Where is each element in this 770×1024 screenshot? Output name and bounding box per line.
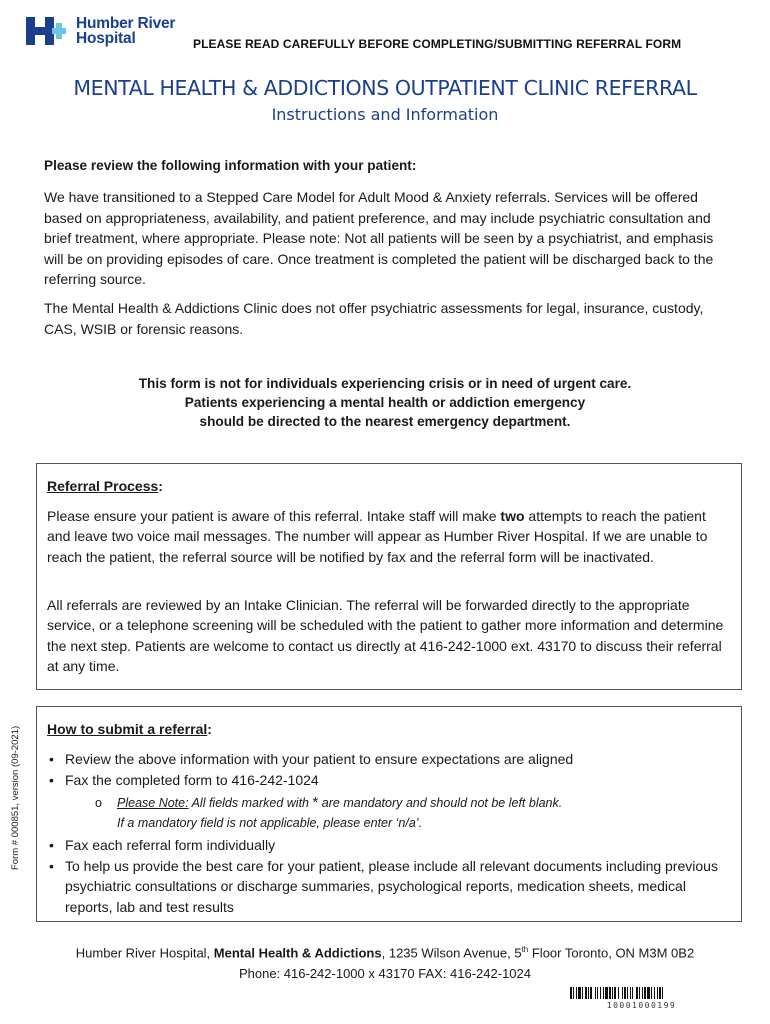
logo-line1: Humber River (76, 15, 176, 32)
note-text-2: are mandatory and should not be left blank. (318, 796, 563, 810)
barcode-bar (588, 987, 589, 999)
barcode-bar (662, 987, 663, 999)
barcode-number: 10001000199 (606, 1001, 677, 1010)
bullet-fax-form: • Fax the completed form to 416-242-1024 (47, 770, 737, 791)
barcode-bar (627, 987, 628, 999)
crisis-warning (0, 374, 770, 431)
referral-process-box (36, 463, 742, 690)
barcode-bar (582, 987, 583, 999)
referral-process-title: Referral Process (47, 478, 159, 494)
barcode-bar (605, 987, 608, 999)
p1-bold-two: two (500, 508, 525, 524)
how-to-submit-title: How to submit a referral (47, 721, 208, 737)
barcode-bar (622, 987, 623, 999)
barcode-bar (614, 987, 616, 999)
barcode-bar (595, 987, 596, 999)
form-version-label: Form # 000851, version (09-2021) (10, 725, 21, 870)
bullet-review-info: • Review the above information with your patient to ensure expectations are aligned (47, 749, 737, 770)
intro-paragraph-exclusions: The Mental Health & Addictions Clinic does not offer psychiatric assessments for legal, insurance, custody, CAS, WSIB or forensic reasons. (44, 300, 704, 337)
footer-org: Humber River Hospital, (75, 945, 214, 961)
note-text-1: All fields marked with (188, 796, 313, 810)
footer-dept: Mental Health & Addictions (213, 945, 382, 961)
barcode-bar (632, 987, 633, 999)
sub-bullet-marker: o (95, 796, 102, 810)
hospital-h-logo-icon (26, 15, 70, 47)
note-label: Please Note: (117, 796, 189, 810)
referral-process-heading (47, 478, 163, 494)
barcode-bar (624, 987, 626, 999)
barcode-bar (609, 987, 611, 999)
warning-line2: Patients experiencing a mental health or addiction emergency (184, 395, 586, 410)
barcode-bar (578, 987, 581, 999)
barcode-bar (597, 987, 598, 999)
barcode-bar (590, 987, 592, 999)
footer-contact: Phone: 416-242-1000 x 43170 FAX: 416-242-1024 (238, 966, 531, 981)
logo-text (76, 16, 175, 46)
barcode-bar (585, 987, 587, 999)
heading-colon: : (158, 478, 163, 494)
mandatory-fields-note (95, 793, 563, 833)
referral-process-paragraph1 (47, 506, 727, 567)
p1-text-end: attempts to reach the patient and leave two voice mail messages. The number will appear as Humber River Hospital. If we are unable to reach the patient, the referral source will be notified by fax and the referral form will be inactivated. (47, 508, 708, 565)
barcode-icon (570, 987, 713, 999)
barcode-bar (573, 987, 574, 999)
bullet-fax-individually: • Fax each referral form individually (47, 835, 737, 856)
footer-address-end: Floor Toronto, ON M3M 0B2 (528, 945, 695, 961)
barcode-bar (630, 987, 631, 999)
footer-address (0, 945, 770, 960)
barcode-bar (639, 987, 640, 999)
intro-heading: Please review the following information with your patient: (44, 158, 417, 173)
heading-colon: : (207, 721, 212, 737)
submit-bullet-list-continued (47, 835, 737, 917)
barcode-bar (647, 987, 650, 999)
hospital-logo (26, 15, 186, 49)
barcode-bar (657, 987, 658, 999)
p1-text-start: Please ensure your patient is aware of this referral. Intake staff will make (47, 508, 501, 524)
barcode-bar (576, 987, 577, 999)
barcode-bar (570, 987, 572, 999)
barcode-bar (651, 987, 652, 999)
submit-bullet-list (47, 749, 737, 790)
barcode-bar (618, 987, 619, 999)
barcode-bar (600, 987, 601, 999)
bullet-include-documents: • To help us provide the best care for your patient, please include all relevant documents including previous psychiatric consultations or discharge summaries, psychological reports, medication sheets, medical reports, lab and test results (47, 856, 737, 918)
intro-paragraph-stepped-care: We have transitioned to a Stepped Care Model for Adult Mood & Anxiety referrals. Services will be offered based on appropriateness, availability, and patient preference, and may include psychiatric consultation and brief treatment, where appropriate. Please note: Not all patients will be seen by a psychiatrist, and emphasis will be on providing episodes of care. Once treatment is completed the patient will be discharged back to the referring source. (44, 189, 714, 287)
logo-line2: Hospital (76, 30, 136, 47)
document-subtitle: Instructions and Information (271, 105, 499, 124)
warning-line1: This form is not for individuals experiencing crisis or in need of urgent care. (138, 376, 632, 391)
footer-address-start: , 1235 Wilson Avenue, 5 (381, 945, 522, 961)
barcode-bar (612, 987, 613, 999)
barcode-bar (636, 987, 638, 999)
referral-process-paragraph2: All referrals are reviewed by an Intake Clinician. The referral will be forwarded directly to the appropriate service, or a telephone screening will be scheduled with the patient to gather more information and determine the next step. Patients are welcome to contact us directly at 416-242-1000 ext. 43170 to discuss their referral at any time. (47, 597, 724, 674)
header-notice: PLEASE READ CAREFULLY BEFORE COMPLETING/SUBMITTING REFERRAL FORM (193, 37, 682, 51)
barcode-bar (644, 987, 646, 999)
barcode-bar (659, 987, 661, 999)
footer-superscript: th (521, 945, 529, 954)
mandatory-star: * (312, 794, 319, 811)
how-to-submit-box (36, 706, 742, 922)
note-line2: If a mandatory field is not applicable, please enter ‘n/a’. (117, 816, 423, 830)
how-to-submit-heading (47, 721, 212, 737)
document-title: MENTAL HEALTH & ADDICTIONS OUTPATIENT CLINIC REFERRAL (73, 76, 697, 100)
warning-line3: should be directed to the nearest emergency department. (199, 414, 571, 429)
barcode-bar (654, 987, 655, 999)
barcode-bar (603, 987, 604, 999)
barcode-bar (642, 987, 643, 999)
